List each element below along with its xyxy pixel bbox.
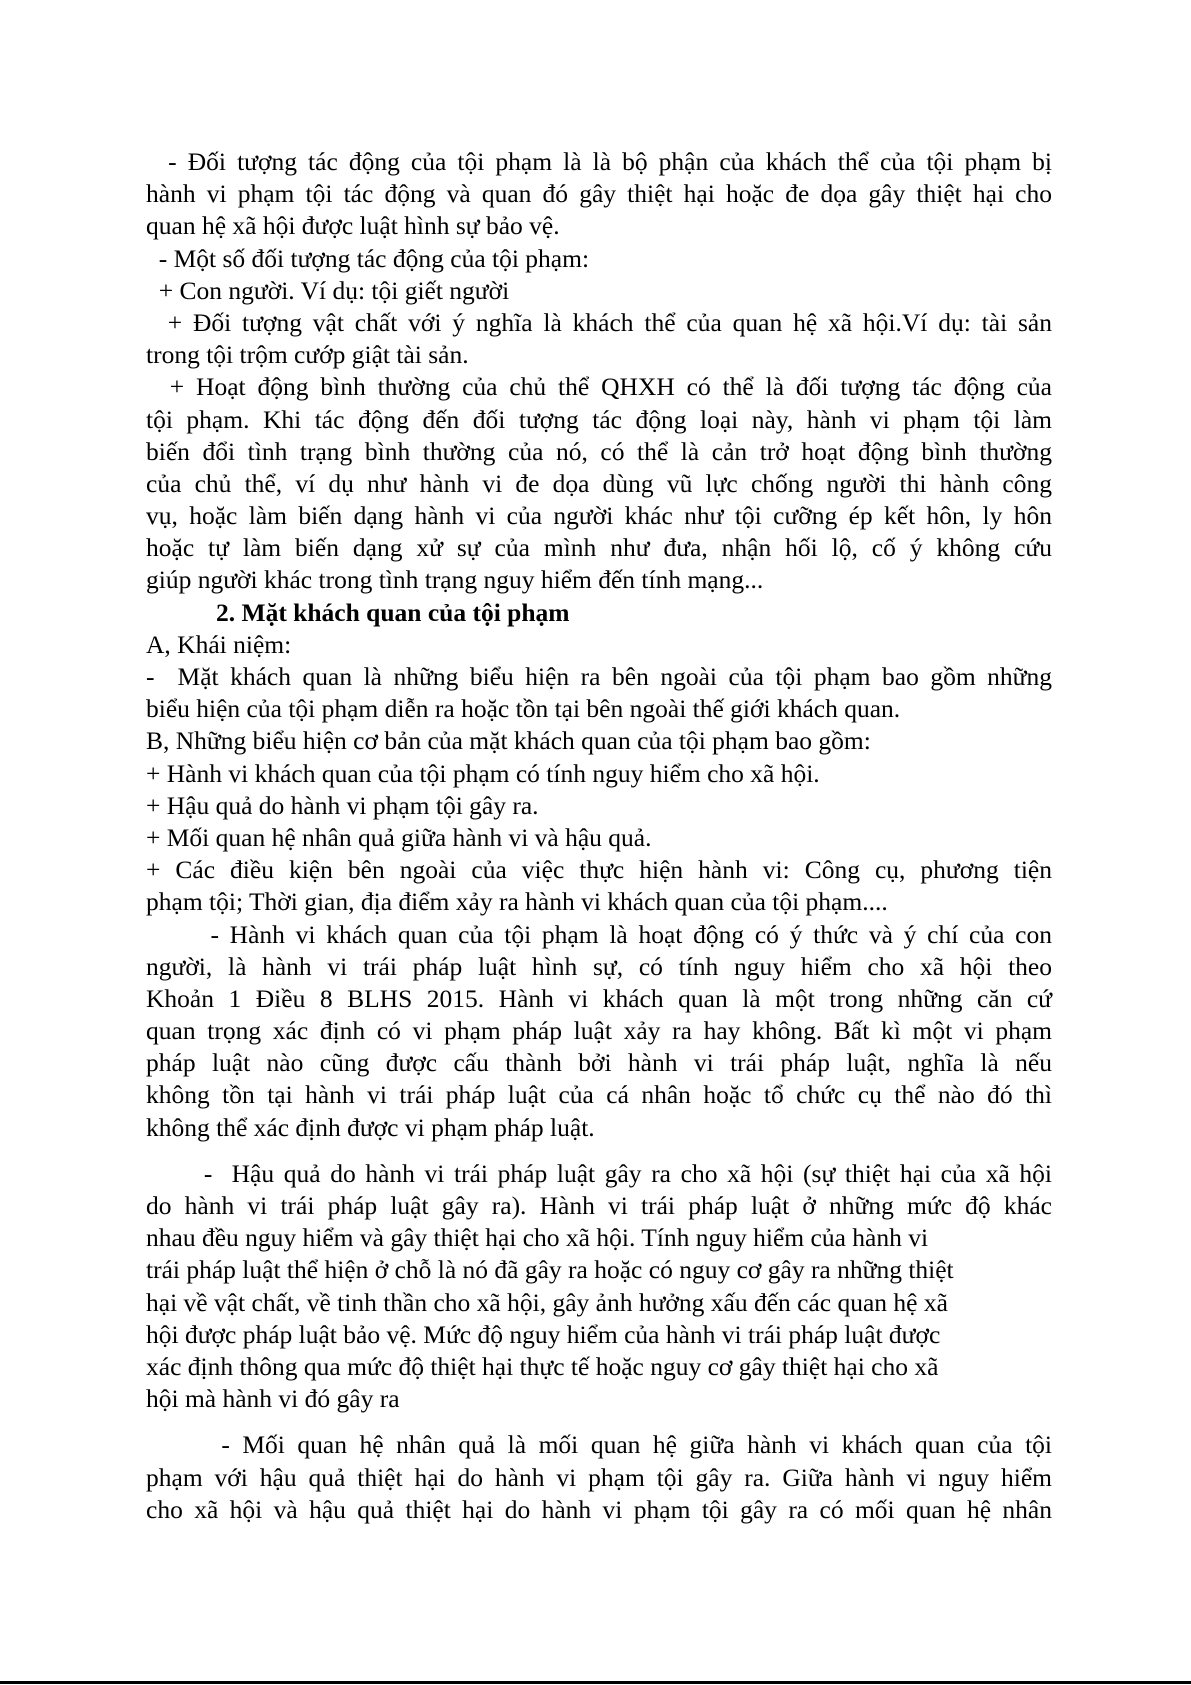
text-line: người, là hành vi trái pháp luật hình sự, có tính nguy hiểm cho xã hội theo [146, 951, 1052, 981]
text-line: biến đổi tình trạng bình thường của nó, có thể là cản trở hoạt động bình thường [146, 436, 1052, 466]
text-line: không tồn tại hành vi trái pháp luật của cá nhân hoặc tổ chức cụ thể nào đó thì [146, 1080, 1052, 1110]
page-bottom-rule [0, 1681, 1191, 1684]
text-line: - Hậu quả do hành vi trái pháp luật gây ra cho xã hội (sự thiệt hại của xã hội [146, 1158, 1052, 1188]
text-line: cho xã hội và hậu quả thiệt hại do hành vi phạm tội gây ra có mối quan hệ nhân [146, 1494, 1052, 1524]
text-line: hành vi phạm tội tác động và quan đó gây thiệt hại hoặc đe dọa gây thiệt hại cho [146, 179, 1052, 209]
text-line: hại về vật chất, về tinh thần cho xã hội, gây ảnh hưởng xấu đến các quan hệ xã [146, 1287, 948, 1317]
text-line: + Hành vi khách quan của tội phạm có tính nguy hiểm cho xã hội. [146, 758, 820, 788]
paragraph-gap [146, 1415, 1052, 1429]
text-line: + Đối tượng vật chất với ý nghĩa là khách thể của quan hệ xã hội.Ví dụ: tài sản [146, 307, 1052, 337]
document-page [146, 146, 1052, 1526]
text-line: do hành vi trái pháp luật gây ra). Hành vi trái pháp luật ở những mức độ khác [146, 1191, 1052, 1220]
text-line: không thể xác định được vi phạm pháp luật. [146, 1112, 595, 1142]
text-line: phạm tội; Thời gian, địa điểm xảy ra hành vi khách quan của tội phạm.... [146, 887, 888, 917]
section-heading: 2. Mặt khách quan của tội phạm [216, 597, 570, 627]
paragraph-gap [146, 1144, 1052, 1158]
text-line: của chủ thể, ví dụ như hành vi đe dọa dùng vũ lực chống người thi hành công [146, 468, 1052, 498]
text-line: quan trọng xác định có vi phạm pháp luật xảy ra hay không. Bất kì một vi phạm [146, 1016, 1052, 1046]
text-line: - Mối quan hệ nhân quả là mối quan hệ giữa hành vi khách quan của tội [146, 1430, 1052, 1460]
text-line: trái pháp luật thể hiện ở chỗ là nó đã gây ra hoặc có nguy cơ gây ra những thiệt [146, 1255, 954, 1285]
text-line: + Mối quan hệ nhân quả giữa hành vi và hậu quả. [146, 822, 652, 852]
text-line: - Hành vi khách quan của tội phạm là hoạt động có ý thức và ý chí của con [146, 919, 1052, 949]
text-line: biểu hiện của tội phạm diễn ra hoặc tồn tại bên ngoài thế giới khách quan. [146, 694, 901, 724]
text-line: tội phạm. Khi tác động đến đối tượng tác động loại này, hành vi phạm tội làm [146, 404, 1052, 434]
text-line: hội được pháp luật bảo vệ. Mức độ nguy hiểm của hành vi trái pháp luật được [146, 1319, 941, 1349]
text-line: trong tội trộm cướp giật tài sản. [146, 340, 469, 370]
text-line: + Các điều kiện bên ngoài của việc thực hiện hành vi: Công cụ, phương tiện [146, 855, 1052, 885]
text-line: pháp luật nào cũng được cấu thành bởi hành vi trái pháp luật, nghĩa là nếu [146, 1048, 1052, 1078]
text-line: + Con người. Ví dụ: tội giết người [146, 275, 510, 305]
text-line: - Đối tượng tác động của tội phạm là là bộ phận của khách thể của tội phạm bị [146, 147, 1053, 176]
text-line: A, Khái niệm: [146, 629, 292, 659]
text-line: giúp người khác trong tình trạng nguy hiểm đến tính mạng... [146, 565, 764, 595]
text-line: vụ, hoặc làm biến dạng hành vi của người khác như tội cưỡng ép kết hôn, ly hôn [146, 501, 1052, 531]
text-line: quan hệ xã hội được luật hình sự bảo vệ. [146, 211, 560, 241]
text-line: - Mặt khách quan là những biểu hiện ra bên ngoài của tội phạm bao gồm những [146, 662, 1052, 691]
text-line: hoặc tự làm biến dạng xử sự của mình như đưa, nhận hối lộ, cố ý không cứu [146, 533, 1052, 563]
text-line: B, Những biểu hiện cơ bản của mặt khách quan của tội phạm bao gồm: [146, 726, 871, 756]
text-line: phạm với hậu quả thiệt hại do hành vi phạm tội gây ra. Giữa hành vi nguy hiểm [146, 1462, 1052, 1492]
text-line: + Hậu quả do hành vi phạm tội gây ra. [146, 790, 539, 820]
text-line: hội mà hành vi đó gây ra [146, 1384, 400, 1414]
text-line: - Một số đối tượng tác động của tội phạm: [146, 243, 590, 273]
text-line: + Hoạt động bình thường của chủ thể QHXH có thể là đối tượng tác động của [146, 372, 1052, 402]
text-line: Khoản 1 Điều 8 BLHS 2015. Hành vi khách quan là một trong những căn cứ [146, 983, 1052, 1013]
text-line: xác định thông qua mức độ thiệt hại thực tế hoặc nguy cơ gây thiệt hại cho xã [146, 1351, 939, 1381]
text-line: nhau đều nguy hiểm và gây thiệt hại cho xã hội. Tính nguy hiểm của hành vi [146, 1223, 929, 1253]
